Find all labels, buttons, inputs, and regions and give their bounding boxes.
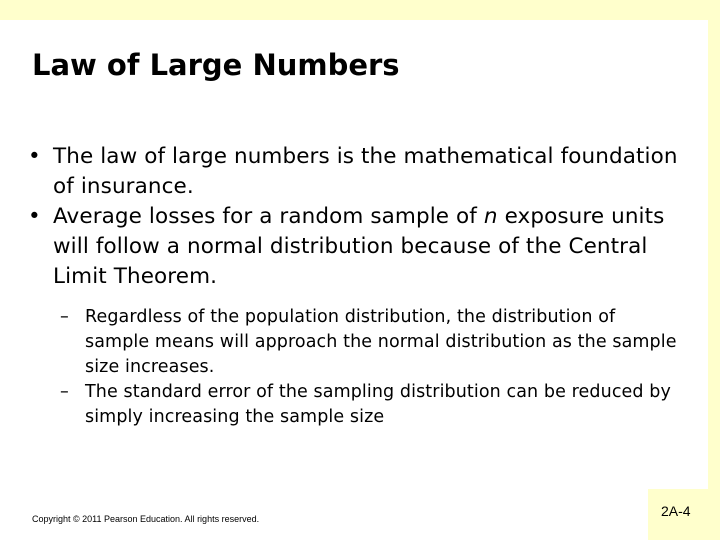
sub-bullet-text: The standard error of the sampling distribution can be reduced by simply increasing the sample size [85, 382, 671, 427]
right-accent-band [708, 0, 720, 540]
bullet-text-italic-n: n [483, 204, 498, 229]
bullet-marker: • [28, 204, 41, 229]
sub-bullet-marker: – [60, 382, 69, 402]
sub-bullet-item [53, 305, 681, 380]
sub-bullet-marker: – [60, 307, 69, 327]
bullet-marker: • [28, 144, 41, 169]
copyright-notice: Copyright © 2011 Pearson Education. All rights reserved. [32, 514, 260, 524]
bullet-text-end: exposure units will follow a normal distribution because of the Central Limit Theorem. [53, 204, 665, 289]
slide-number: 2A-4 [661, 503, 691, 519]
slide-title: Law of Large Numbers [32, 48, 400, 82]
top-accent-band [0, 0, 720, 20]
sub-bullet-list [53, 305, 700, 430]
bullet-item [0, 202, 700, 430]
bullet-list [0, 142, 700, 430]
bullet-item [0, 142, 700, 202]
bullet-text: The law of large numbers is the mathematical foundation of insurance. [53, 144, 678, 199]
sub-bullet-item [53, 380, 681, 430]
sub-bullet-text: Regardless of the population distribution, the distribution of sample means will approach the normal distribution as the sample size increases. [85, 307, 677, 377]
bullet-text-start: Average losses for a random sample of [53, 204, 484, 229]
